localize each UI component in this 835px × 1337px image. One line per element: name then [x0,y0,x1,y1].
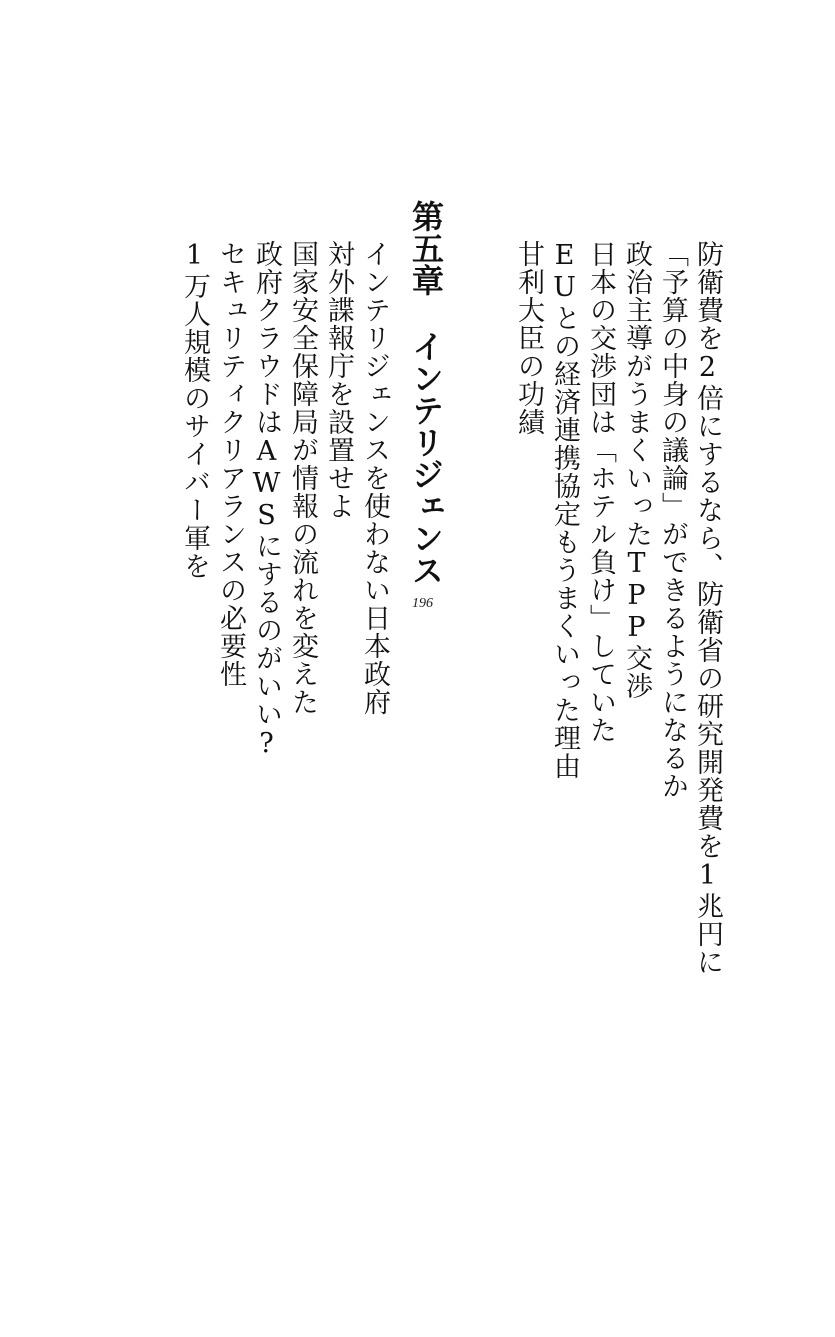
section-item-1: 防衛費を2倍にするなら、防衛省の研究開発費を1兆円に [692,240,723,976]
chapter-heading [407,200,445,586]
section-item-5: EUとの経済連携協定もうまくいった理由 [549,240,580,780]
section-item-3: 政治主導がうまくいったTPP交渉 [621,240,652,700]
chapter-item-5: セキュリティクリアランスの必要性 [215,240,246,688]
section-item-2: 「予算の中身の議論」ができるようになるか [657,240,688,800]
chapter-item-3: 国家安全保障局が情報の流れを変えた [287,240,318,716]
chapter-item-1: インテリジェンスを使わない日本政府 [359,240,390,716]
chapter-item-6: 1万人規模のサイバー軍を [179,240,210,580]
chapter-item-4: 政府クラウドはAWSにするのがいい? [251,240,282,760]
section-item-6: 甘利大臣の功績 [513,240,544,436]
section-item-4: 日本の交渉団は「ホテル負け」していた [585,240,616,744]
chapter-number: 第五章 [407,200,445,296]
chapter-item-2: 対外諜報庁を設置せよ [323,240,354,520]
page-number: 196 [412,596,433,611]
chapter-title: インテリジェンス [407,330,445,586]
